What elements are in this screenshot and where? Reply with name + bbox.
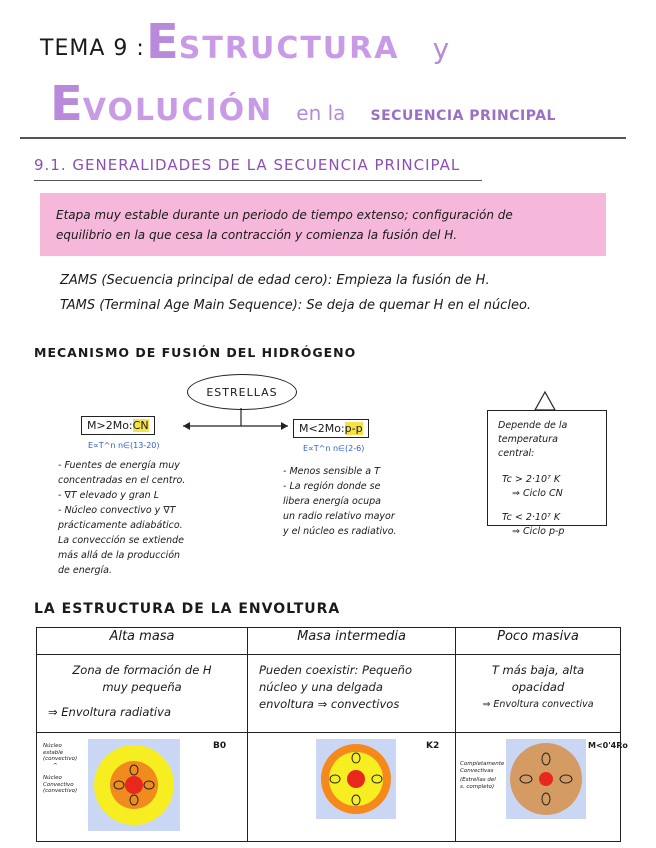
cell-low: [456, 655, 621, 733]
pp-subtext: E∝T^n n∈(2-6): [303, 444, 365, 453]
title-word1-rest: STRUCTURA: [178, 31, 400, 66]
temp-line: ⇒ Ciclo CN: [512, 488, 563, 499]
zams-line: ZAMS (Secuencia principal de edad cero): Empieza la fusión de H.: [60, 273, 490, 288]
pp-highlight: p-p: [344, 422, 363, 435]
cn-box-prefix: M>2Mo:: [87, 419, 133, 432]
cell-line: envoltura ⇒ convectivos: [259, 697, 400, 711]
radiative-star-icon: [88, 739, 180, 831]
spectral-label-b0: B0: [213, 741, 227, 751]
pp-note-line: y el núcleo es radiativo.: [283, 526, 397, 537]
col-header-low: Poco masiva: [456, 628, 621, 655]
star-cell-mid: [248, 733, 456, 842]
cn-box: [81, 416, 155, 435]
cn-notes: [58, 458, 238, 578]
title-word2-rest: VOLUCIÓN: [82, 93, 274, 128]
tams-line: TAMS (Terminal Age Main Sequence): Se deja de quemar H en el núcleo.: [60, 298, 532, 313]
cn-note-line: La convección se extiende: [58, 535, 184, 546]
cell-line: muy pequeña: [102, 680, 182, 694]
pp-box-prefix: M<2Mo:: [299, 422, 345, 435]
star-bg: [88, 739, 180, 831]
star3-annotation: Completamente Convectivas (Estrellas del s. completo): [460, 761, 505, 790]
cn-note-line: de energía.: [58, 565, 113, 576]
temp-line: temperatura central:: [498, 434, 558, 459]
pp-note-line: - La región donde se: [283, 481, 381, 492]
cn-note-line: - ∇T elevado y gran L: [58, 490, 159, 501]
star-bg: [506, 739, 586, 819]
col-header-high: Alta masa: [37, 628, 248, 655]
cn-note-line: - Núcleo convectivo y ∇T: [58, 505, 176, 516]
definition-line-2: equilibrio en la que cesa la contracción y comienza la fusión del H.: [56, 228, 458, 242]
pp-notes: [283, 464, 453, 539]
section-title: 9.1. GENERALIDADES DE LA SECUENCIA PRINCIPAL: [34, 156, 461, 174]
temp-line: Tc < 2·10⁷ K: [502, 512, 561, 523]
spectral-label-m: M<0'4Ro: [588, 741, 628, 750]
col-header-mid: Masa intermedia: [248, 628, 456, 655]
cell-mid: [248, 655, 456, 733]
pp-note-line: - Menos sensible a T: [283, 466, 380, 477]
title-conj: y: [432, 32, 450, 65]
pp-note-line: un radio relativo mayor: [283, 511, 395, 522]
stars-oval-label: ESTRELLAS: [206, 385, 278, 399]
temp-line: ⇒ Ciclo p-p: [512, 526, 565, 537]
envelope-heading: LA ESTRUCTURA DE LA ENVOLTURA: [34, 601, 341, 617]
cell-line: ⇒ Envoltura radiativa: [48, 705, 171, 719]
definition-line-1: Etapa muy estable durante un periodo de tiempo extenso; configuración de: [56, 208, 513, 222]
temp-line: Tc > 2·10⁷ K: [502, 474, 561, 485]
mechanism-heading: MECANISMO DE FUSIÓN DEL HIDRÓGENO: [34, 345, 357, 360]
temperature-box: [487, 410, 607, 537]
star-bg: [316, 739, 396, 819]
cell-line: núcleo y una delgada: [259, 680, 383, 694]
star1-annotation: Núcleo estable (convectivo) ^ Núcleo Convectivo (convectivo): [43, 743, 78, 794]
cell-line: Zona de formación de H: [72, 663, 212, 677]
title-prefix: TEMA 9 :: [40, 36, 145, 61]
cell-line: T más baja, alta: [491, 663, 585, 677]
pp-note-line: libera energía ocupa: [283, 496, 381, 507]
title-word2-cap: E: [50, 76, 83, 132]
cn-note-line: más allá de la producción: [58, 550, 181, 561]
temp-line: Depende de la: [498, 420, 568, 431]
cell-line: opacidad: [511, 680, 565, 694]
cell-line: Pueden coexistir: Pequeño: [259, 663, 413, 677]
cn-subtext: E∝T^n n∈(13-20): [88, 441, 160, 450]
star-cell-high: [37, 733, 248, 842]
cn-highlight: CN: [132, 419, 149, 432]
spectral-label-k2: K2: [426, 741, 440, 751]
title-tail: SECUENCIA PRINCIPAL: [370, 108, 556, 124]
star-cell-low: [456, 733, 628, 842]
cn-note-line: concentradas en el centro.: [58, 475, 186, 486]
cell-line: ⇒ Envoltura convectiva: [482, 699, 594, 710]
pp-box: [293, 419, 369, 438]
cn-note-line: prácticamente adiabático.: [58, 520, 183, 531]
mixed-star-icon: [316, 739, 396, 819]
envelope-table: [36, 627, 628, 842]
title-en-la: en la: [296, 101, 346, 125]
convective-star-icon: [506, 739, 586, 819]
title-word1-cap: E: [146, 14, 179, 70]
cell-high: [37, 655, 248, 733]
cn-note-line: - Fuentes de energía muy: [58, 460, 180, 471]
